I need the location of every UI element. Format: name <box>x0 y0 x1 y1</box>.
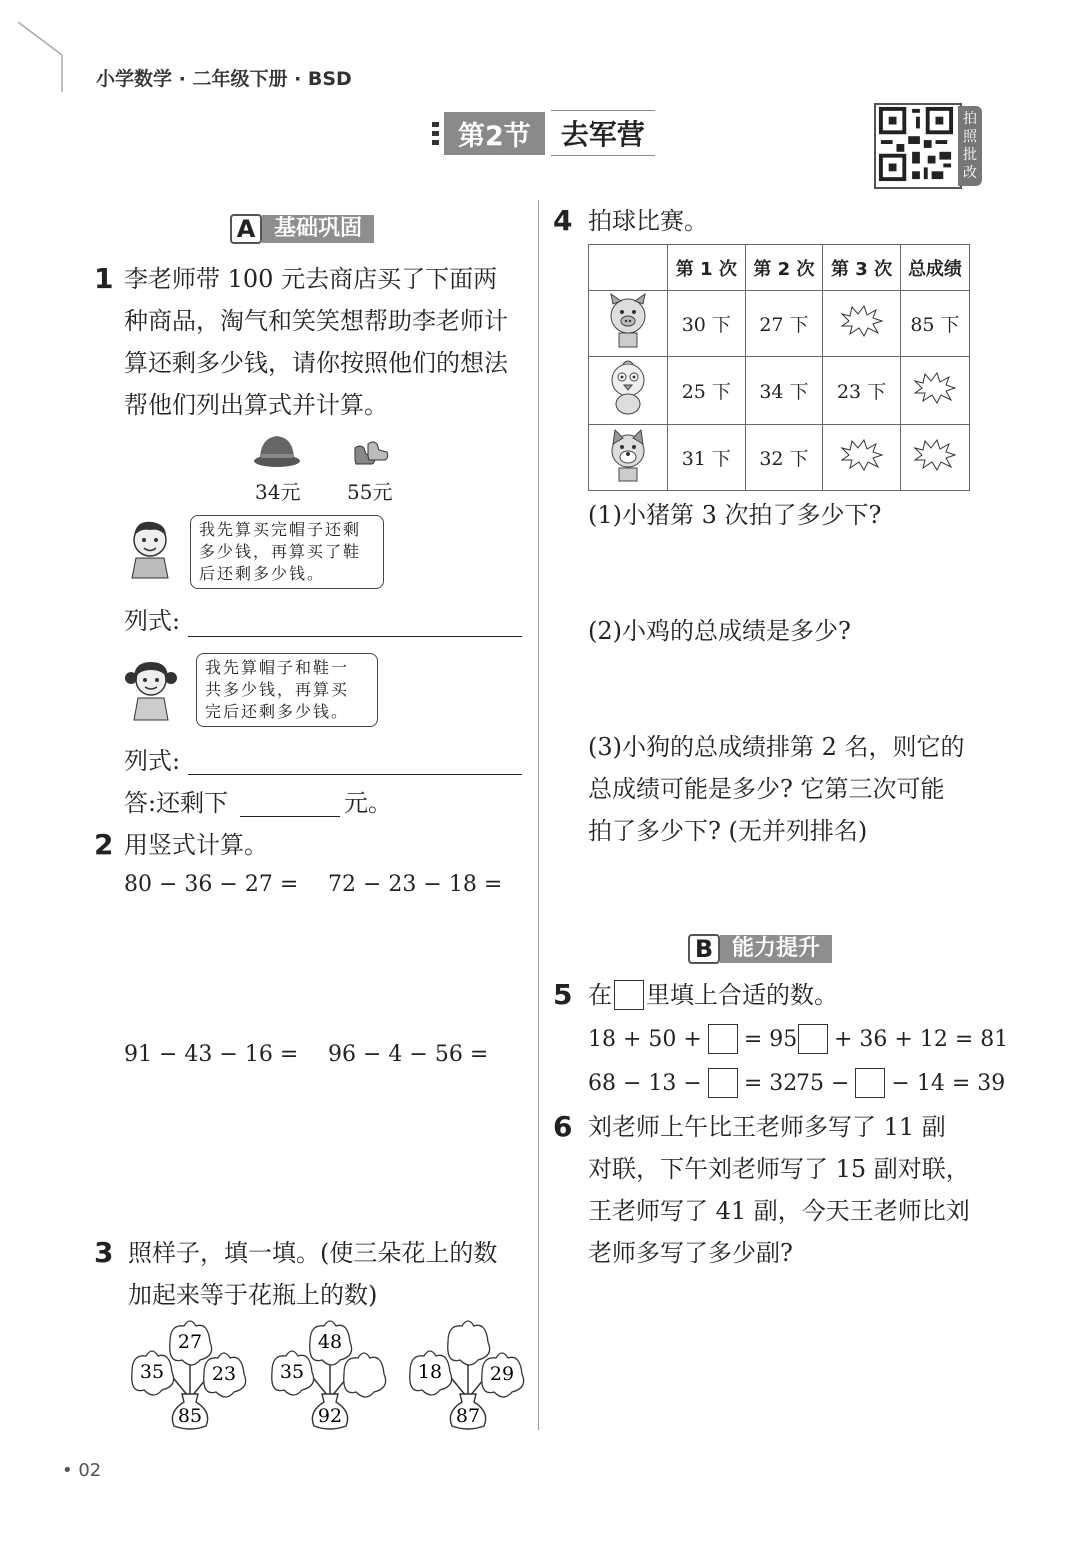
table-header-cell: 第 3 次 <box>823 245 901 291</box>
part-a-letter: A <box>230 214 262 244</box>
flower-right <box>204 1353 246 1397</box>
q1-formula-label-2: 列式: <box>124 747 181 775</box>
hidden-value-cell[interactable] <box>900 357 969 425</box>
pig-cell <box>589 291 668 357</box>
starburst-icon <box>913 371 957 405</box>
flower-vase-group <box>272 1321 386 1429</box>
chick-cell <box>589 357 668 425</box>
q5-title <box>588 974 838 1016</box>
flower-number: 27 <box>177 1331 203 1353</box>
q2-expr: 80 − 36 − 27 = <box>124 872 299 897</box>
flower-right <box>482 1353 524 1397</box>
q2-expr: 91 − 43 − 16 = <box>124 1042 299 1067</box>
q5-eq-text: 18 + 50 + <box>588 1026 702 1052</box>
q5-answer-box[interactable] <box>708 1068 738 1098</box>
q5-eq3 <box>588 1068 797 1098</box>
q5-example-box <box>614 980 644 1010</box>
q4-sub3-line: (3)小狗的总成绩排第 2 名，则它的 <box>588 733 965 761</box>
q6-line: 刘老师上午比王老师多写了 11 副 <box>588 1113 946 1141</box>
hidden-value-cell[interactable] <box>823 291 901 357</box>
q6-line: 对联，下午刘老师写了 15 副对联， <box>588 1155 970 1183</box>
q4-sub3-line: 总成绩可能是多少? 它第三次可能 <box>588 775 945 803</box>
q1-line: 算还剩多少钱，请你按照他们的想法 <box>124 349 508 377</box>
flower-right[interactable] <box>344 1353 386 1397</box>
part-a-label: 基础巩固 <box>262 215 374 243</box>
table-cell: 23 下 <box>823 357 901 425</box>
q3-number: 3 <box>94 1236 114 1269</box>
girl-avatar-icon <box>122 656 180 722</box>
part-b-label: 能力提升 <box>720 935 832 963</box>
q5-answer-box[interactable] <box>708 1024 738 1054</box>
starburst-icon <box>913 438 957 472</box>
q1-text <box>124 258 534 426</box>
q1-line: 种商品，淘气和笑笑想帮助李老师计 <box>124 307 508 335</box>
flower-top <box>170 1321 212 1365</box>
table-cell: 31 下 <box>668 425 746 491</box>
flower-left <box>272 1351 314 1395</box>
bubble-line: 多少钱，再算买了鞋 <box>199 542 362 561</box>
qr-code[interactable] <box>874 103 962 189</box>
dog-icon <box>603 426 653 484</box>
q1-answer-prefix: 答:还剩下 <box>124 789 229 817</box>
q1-formula-answer-line-2[interactable] <box>188 750 522 775</box>
q1-line: 帮他们列出算式并计算。 <box>124 391 388 419</box>
q2-expr: 72 − 23 − 18 = <box>328 872 503 897</box>
qr-photo-correct-tab[interactable] <box>958 106 982 186</box>
book-header: 小学数学 · 二年级下册 · BSD <box>96 68 352 90</box>
flower-number: 18 <box>417 1361 443 1383</box>
q5-eq-text: = 95 <box>743 1026 798 1052</box>
table-cell: 34 下 <box>745 357 823 425</box>
table-row <box>589 425 970 491</box>
q5-eq-text: + 36 + 12 = 81 <box>834 1026 1009 1052</box>
q4-number: 4 <box>553 204 573 237</box>
hat-icon <box>252 430 302 470</box>
q2-number: 2 <box>94 828 114 861</box>
flower-number: 29 <box>489 1363 515 1385</box>
flower-number: 23 <box>211 1363 237 1385</box>
q1-formula-answer-line-1[interactable] <box>188 612 522 637</box>
q1-answer-unit: 元。 <box>344 789 392 817</box>
bubble-line: 我先算买完帽子还剩 <box>199 520 362 539</box>
q2-title: 用竖式计算。 <box>124 831 268 859</box>
q5-answer-box[interactable] <box>855 1068 885 1098</box>
table-cell: 32 下 <box>745 425 823 491</box>
q5-eq4 <box>796 1068 1005 1098</box>
q4-sub1: (1)小猪第 3 次拍了多少下? <box>588 501 882 529</box>
table-header-empty <box>589 245 668 291</box>
section-dots <box>430 120 442 146</box>
table-header-cell: 第 2 次 <box>745 245 823 291</box>
q1-line: 李老师带 100 元去商店买了下面两 <box>124 265 498 293</box>
q6-number: 6 <box>553 1110 573 1143</box>
q5-eq-text: 75 − <box>796 1070 850 1096</box>
qr-tab-label: 拍照批改 <box>963 111 977 181</box>
shoes-icon <box>352 438 390 468</box>
q4-sub2: (2)小鸡的总成绩是多少? <box>588 617 851 645</box>
q4-sub3 <box>588 726 1008 852</box>
q3-line: 照样子，填一填。(使三朵花上的数 <box>128 1239 498 1267</box>
q4-sub3-line: 拍了多少下? (无并列排名) <box>588 817 868 845</box>
q5-eq1 <box>588 1024 797 1054</box>
table-cell: 30 下 <box>668 291 746 357</box>
table-header-row <box>589 245 970 291</box>
table-cell: 25 下 <box>668 357 746 425</box>
vase-number: 85 <box>177 1405 203 1427</box>
page-corner-decoration <box>0 0 70 95</box>
flower-left <box>410 1351 452 1395</box>
bubble-line: 完后还剩多少钱。 <box>205 702 350 721</box>
q3-text <box>128 1232 538 1316</box>
flower-number: 48 <box>317 1331 343 1353</box>
table-row <box>589 291 970 357</box>
table-cell: 85 下 <box>900 291 969 357</box>
bubble-line: 后还剩多少钱。 <box>199 564 326 583</box>
flower-vase-group <box>132 1321 246 1429</box>
q5-eq-text: = 32 <box>743 1070 798 1096</box>
q5-eq-text: 68 − 13 − <box>588 1070 702 1096</box>
table-header-cell: 总成绩 <box>900 245 969 291</box>
q6-line: 老师多写了多少副? <box>588 1239 793 1267</box>
starburst-icon <box>840 304 884 338</box>
q6-line: 王老师写了 41 副，今天王老师比刘 <box>588 1197 970 1225</box>
q5-title-post: 里填上合适的数。 <box>646 981 838 1009</box>
flower-number: 35 <box>139 1361 165 1383</box>
q1-number: 1 <box>94 262 114 295</box>
pig-icon <box>603 292 653 350</box>
boy-avatar-icon <box>122 518 180 580</box>
part-b-letter: B <box>688 934 720 964</box>
vase-number: 87 <box>455 1405 481 1427</box>
hat-price: 34元 <box>255 480 301 504</box>
table-header-cell: 第 1 次 <box>668 245 746 291</box>
table-cell: 27 下 <box>745 291 823 357</box>
part-a-badge <box>230 214 374 244</box>
flower-vases-figure <box>126 1318 526 1434</box>
q3-line: 加起来等于花瓶上的数) <box>128 1281 378 1309</box>
flower-vase-group <box>410 1321 524 1429</box>
q5-eq2 <box>798 1024 1008 1054</box>
bubble-line: 我先算帽子和鞋一 <box>205 658 350 677</box>
starburst-icon <box>840 438 884 472</box>
q5-title-pre: 在 <box>588 981 612 1009</box>
page-number-value: 02 <box>78 1460 102 1481</box>
q1-answer-blank[interactable] <box>240 792 340 817</box>
flower-top[interactable] <box>448 1321 490 1365</box>
column-divider <box>538 200 539 1430</box>
page-bullet: • <box>62 1460 79 1481</box>
chick-icon <box>603 358 653 418</box>
q5-answer-box[interactable] <box>798 1024 828 1054</box>
table-row <box>589 357 970 425</box>
q5-eq-text: − 14 = 39 <box>891 1070 1006 1096</box>
vase-number: 92 <box>317 1405 343 1427</box>
q2-expr: 96 − 4 − 56 = <box>328 1042 489 1067</box>
bubble-line: 共多少钱，再算买 <box>205 680 350 699</box>
q5-number: 5 <box>553 978 573 1011</box>
q4-title: 拍球比赛。 <box>588 207 708 235</box>
boy-speech-bubble <box>190 515 384 589</box>
section-title-bar <box>430 113 655 153</box>
dog-cell <box>589 425 668 491</box>
q6-text <box>588 1106 1008 1274</box>
hidden-value-cell[interactable] <box>823 425 901 491</box>
q1-formula-label-1: 列式: <box>124 607 181 635</box>
section-number: 第2节 <box>444 112 545 155</box>
section-title: 去军营 <box>551 110 655 156</box>
shoes-price: 55元 <box>347 480 393 504</box>
hidden-value-cell[interactable] <box>900 425 969 491</box>
page-number <box>62 1460 101 1481</box>
flower-left <box>132 1351 174 1395</box>
ball-bouncing-score-table <box>588 244 970 491</box>
qr-pattern <box>876 105 956 183</box>
flower-top <box>310 1321 352 1365</box>
flower-number: 35 <box>279 1361 305 1383</box>
girl-speech-bubble <box>196 653 378 727</box>
part-b-badge <box>688 934 832 964</box>
